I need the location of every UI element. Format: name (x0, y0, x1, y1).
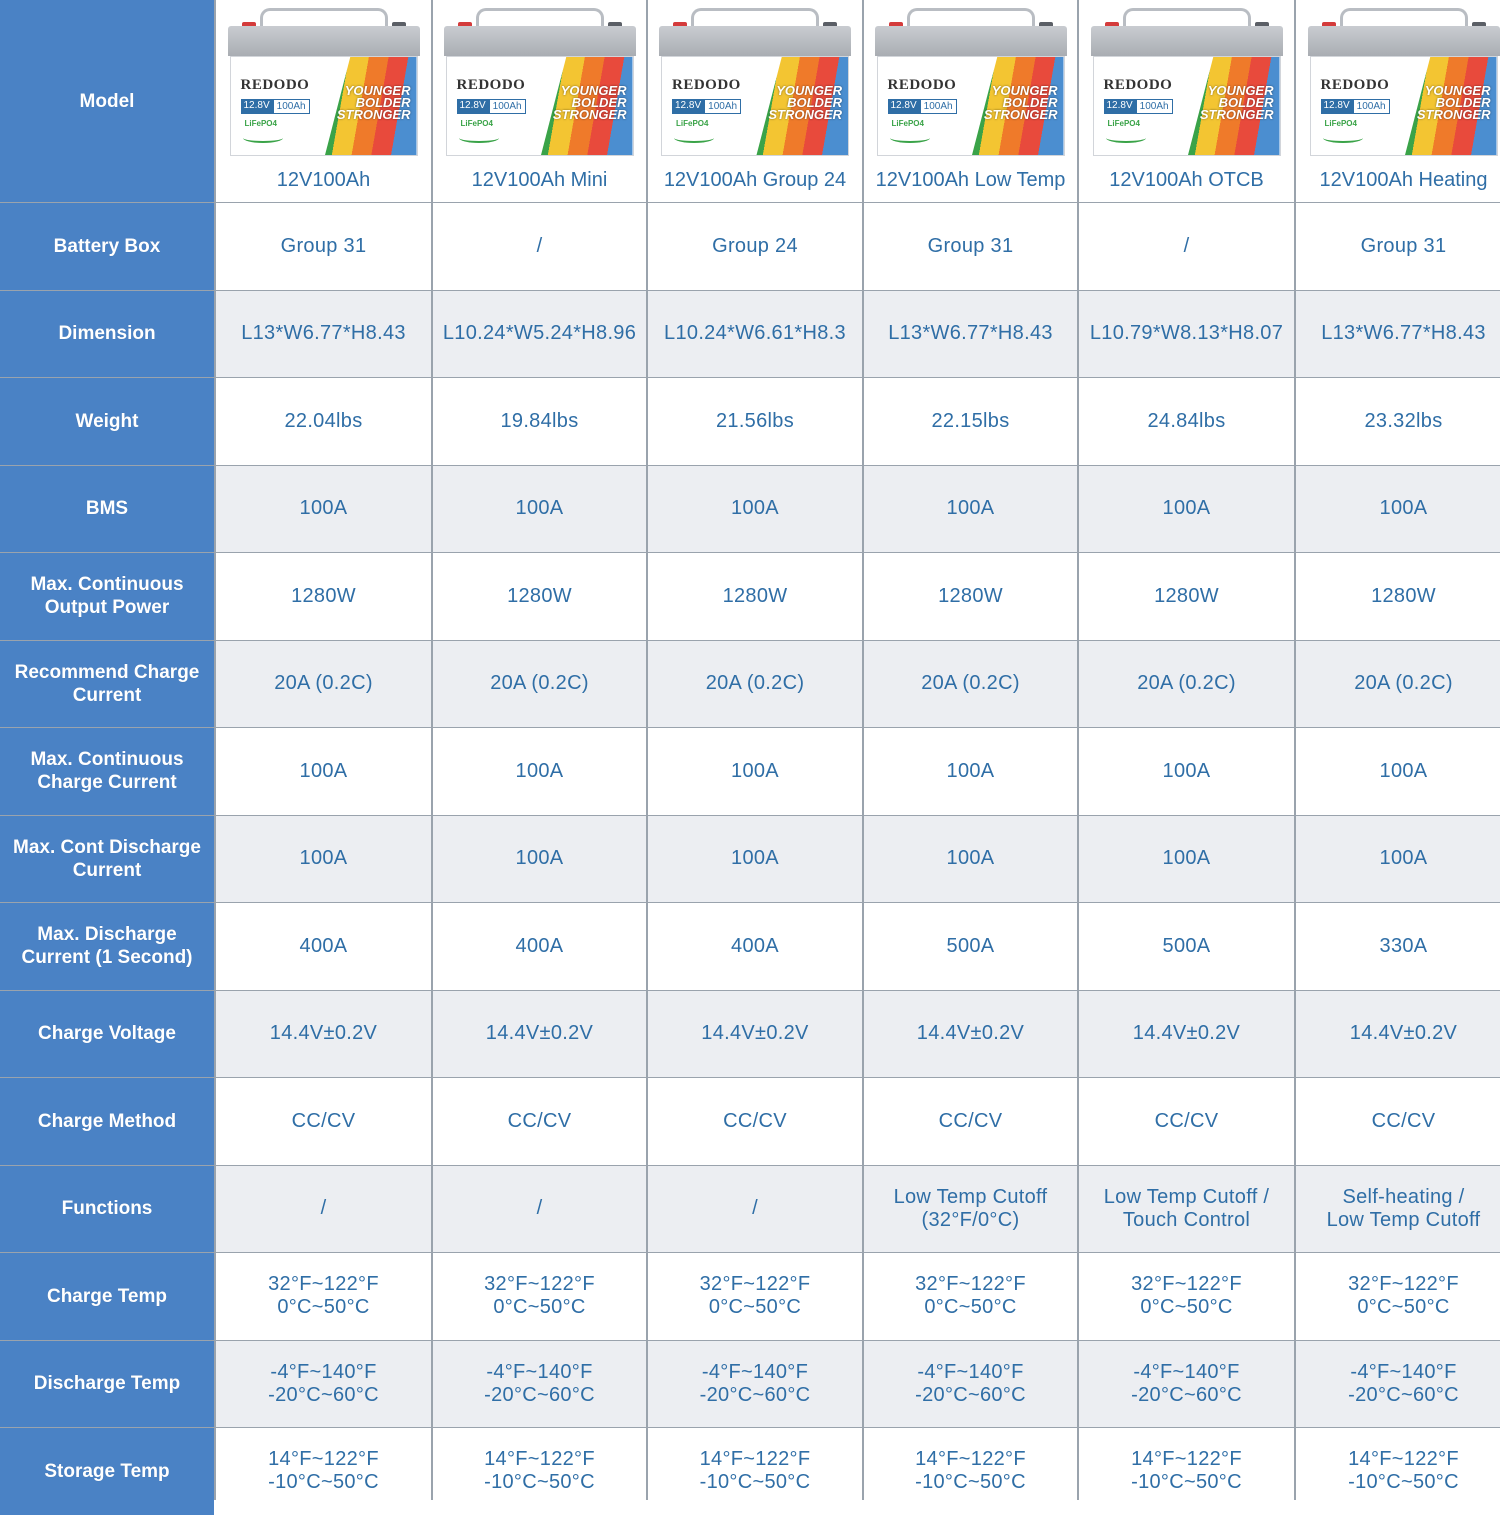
spec-value-cell: 14°F~122°F -10°C~50°C (648, 1428, 862, 1515)
spec-value-cell: / (433, 203, 646, 290)
wave-graphic (1106, 133, 1146, 143)
row-label: BMS (0, 466, 214, 553)
spec-value-cell: 20A (0.2C) (433, 641, 646, 728)
spec-value-cell: -4°F~140°F -20°C~60°C (216, 1341, 431, 1428)
spec-value-cell: 32°F~122°F 0°C~50°C (648, 1253, 862, 1340)
brand-logo: REDODO (456, 77, 526, 93)
battery-label (446, 56, 634, 156)
voltage-tag: 12.8V (1104, 99, 1136, 114)
spec-value-cell: 14.4V±0.2V (648, 991, 862, 1078)
spec-value-cell: 32°F~122°F 0°C~50°C (1079, 1253, 1294, 1340)
model-column-header (648, 0, 862, 202)
spec-value-cell: 14.4V±0.2V (433, 991, 646, 1078)
wave-graphic (890, 133, 930, 143)
spec-value-cell: 100A (216, 728, 431, 815)
slogan-text: YOUNGER BOLDER STRONGER (983, 83, 1058, 122)
capacity-tag: 100Ah (704, 99, 741, 114)
spec-value-cell: 1280W (433, 553, 646, 640)
spec-value-cell: 100A (433, 728, 646, 815)
battery-spec-tags (672, 99, 741, 114)
spec-value-cell: 24.84lbs (1079, 378, 1294, 465)
spec-value-cell: Low Temp Cutoff (32°F/0°C) (864, 1166, 1077, 1253)
row-label: Storage Temp (0, 1428, 214, 1515)
model-name: 12V100Ah Group 24 (663, 169, 847, 191)
spec-value-cell: 100A (1296, 816, 1500, 903)
spec-value-cell: / (1079, 203, 1294, 290)
spec-value-cell: Group 31 (864, 203, 1077, 290)
spec-value-cell: 100A (1296, 466, 1500, 553)
spec-value-cell: 22.15lbs (864, 378, 1077, 465)
row-label: Recommend Charge Current (0, 641, 214, 728)
brand-logo: REDODO (887, 77, 957, 93)
spec-value-cell: 400A (433, 903, 646, 990)
capacity-tag: 100Ah (1136, 99, 1173, 114)
spec-value-cell: 400A (216, 903, 431, 990)
spec-value-cell: L10.79*W8.13*H8.07 (1079, 291, 1294, 378)
model-column-header (216, 0, 431, 202)
battery-product-image (228, 8, 420, 158)
spec-value-cell: CC/CV (433, 1078, 646, 1165)
spec-value-cell: 100A (1079, 466, 1294, 553)
spec-value-cell: 330A (1296, 903, 1500, 990)
spec-value-cell: L10.24*W5.24*H8.96 (433, 291, 646, 378)
spec-value-cell: 100A (864, 728, 1077, 815)
battery-lid (1308, 26, 1500, 56)
battery-spec-tags (1104, 99, 1173, 114)
spec-value-cell: 14.4V±0.2V (864, 991, 1077, 1078)
spec-value-cell: Group 24 (648, 203, 862, 290)
chemistry-tag: LiFePO4 (891, 119, 924, 128)
spec-value-cell: 100A (648, 816, 862, 903)
voltage-tag: 12.8V (457, 99, 489, 114)
brand-logo: REDODO (240, 77, 310, 93)
battery-label (661, 56, 849, 156)
row-label: Max. Cont Discharge Current (0, 816, 214, 903)
spec-value-cell: 100A (648, 466, 862, 553)
capacity-tag: 100Ah (273, 99, 310, 114)
battery-label (877, 56, 1065, 156)
spec-value-cell: 1280W (648, 553, 862, 640)
spec-value-cell: 14.4V±0.2V (1296, 991, 1500, 1078)
model-column-header (1296, 0, 1500, 202)
capacity-tag: 100Ah (489, 99, 526, 114)
model-name: 12V100Ah Low Temp (875, 169, 1066, 191)
brand-logo: REDODO (1320, 77, 1390, 93)
row-label: Max. Continuous Output Power (0, 553, 214, 640)
spec-value-cell: / (433, 1166, 646, 1253)
spec-value-cell: 500A (864, 903, 1077, 990)
spec-value-cell: 100A (1079, 728, 1294, 815)
battery-label (1310, 56, 1498, 156)
voltage-tag: 12.8V (672, 99, 704, 114)
spec-value-cell: 400A (648, 903, 862, 990)
battery-product-image (1308, 8, 1500, 158)
slogan-text: YOUNGER BOLDER STRONGER (768, 83, 842, 122)
spec-value-cell: -4°F~140°F -20°C~60°C (433, 1341, 646, 1428)
spec-value-cell: 100A (864, 816, 1077, 903)
spec-value-cell: 32°F~122°F 0°C~50°C (864, 1253, 1077, 1340)
battery-product-image (875, 8, 1067, 158)
spec-value-cell: L13*W6.77*H8.43 (216, 291, 431, 378)
spec-value-cell: 1280W (216, 553, 431, 640)
model-name: 12V100Ah Mini (471, 169, 608, 191)
battery-lid (875, 26, 1067, 56)
spec-value-cell: 20A (0.2C) (1079, 641, 1294, 728)
row-label: Weight (0, 378, 214, 465)
spec-value-cell: 100A (216, 816, 431, 903)
spec-value-cell: 100A (216, 466, 431, 553)
spec-value-cell: 100A (648, 728, 862, 815)
voltage-tag: 12.8V (888, 99, 920, 114)
spec-value-cell: 14.4V±0.2V (1079, 991, 1294, 1078)
spec-value-cell: 19.84lbs (433, 378, 646, 465)
model-column-header (433, 0, 646, 202)
battery-spec-tags (241, 99, 310, 114)
spec-value-cell: 100A (433, 466, 646, 553)
battery-spec-tags (888, 99, 957, 114)
voltage-tag: 12.8V (241, 99, 273, 114)
spec-value-cell: 14°F~122°F -10°C~50°C (1296, 1428, 1500, 1515)
spec-value-cell: CC/CV (864, 1078, 1077, 1165)
spec-value-cell: 14°F~122°F -10°C~50°C (1079, 1428, 1294, 1515)
battery-product-image (1091, 8, 1283, 158)
spec-value-cell: -4°F~140°F -20°C~60°C (1296, 1341, 1500, 1428)
spec-value-cell: Group 31 (216, 203, 431, 290)
slogan-text: YOUNGER BOLDER STRONGER (1416, 83, 1491, 122)
model-column-header (1079, 0, 1294, 202)
battery-product-image (444, 8, 636, 158)
row-label: Discharge Temp (0, 1341, 214, 1428)
battery-lid (659, 26, 851, 56)
chemistry-tag: LiFePO4 (676, 119, 709, 128)
spec-value-cell: 14.4V±0.2V (216, 991, 431, 1078)
spec-value-cell: L10.24*W6.61*H8.3 (648, 291, 862, 378)
row-label: Battery Box (0, 203, 214, 290)
battery-label (230, 56, 418, 156)
spec-value-cell: 22.04lbs (216, 378, 431, 465)
voltage-tag: 12.8V (1321, 99, 1353, 114)
wave-graphic (674, 133, 714, 143)
spec-value-cell: 100A (1079, 816, 1294, 903)
model-column-header (864, 0, 1077, 202)
spec-value-cell: 1280W (1079, 553, 1294, 640)
spec-value-cell: 20A (0.2C) (216, 641, 431, 728)
spec-value-cell: 23.32lbs (1296, 378, 1500, 465)
row-label: Max. Discharge Current (1 Second) (0, 903, 214, 990)
row-label: Charge Temp (0, 1253, 214, 1340)
spec-value-cell: 500A (1079, 903, 1294, 990)
battery-product-image (659, 8, 851, 158)
spec-value-cell: 1280W (1296, 553, 1500, 640)
chemistry-tag: LiFePO4 (1324, 119, 1357, 128)
spec-value-cell: Low Temp Cutoff / Touch Control (1079, 1166, 1294, 1253)
spec-value-cell: 32°F~122°F 0°C~50°C (433, 1253, 646, 1340)
spec-value-cell: / (648, 1166, 862, 1253)
row-label: Dimension (0, 291, 214, 378)
battery-lid (228, 26, 420, 56)
spec-value-cell: 32°F~122°F 0°C~50°C (1296, 1253, 1500, 1340)
spec-value-cell: 14°F~122°F -10°C~50°C (216, 1428, 431, 1515)
spec-value-cell: L13*W6.77*H8.43 (864, 291, 1077, 378)
spec-value-cell: -4°F~140°F -20°C~60°C (864, 1341, 1077, 1428)
spec-value-cell: 14°F~122°F -10°C~50°C (433, 1428, 646, 1515)
spec-value-cell: -4°F~140°F -20°C~60°C (1079, 1341, 1294, 1428)
spec-value-cell: 14°F~122°F -10°C~50°C (864, 1428, 1077, 1515)
row-label: Charge Voltage (0, 991, 214, 1078)
model-name: 12V100Ah Heating (1319, 169, 1488, 191)
row-label-model: Model (0, 0, 214, 202)
model-name: 12V100Ah OTCB (1109, 169, 1264, 191)
spec-value-cell: Group 31 (1296, 203, 1500, 290)
battery-spec-tags (1321, 99, 1390, 114)
capacity-tag: 100Ah (1353, 99, 1390, 114)
spec-value-cell: Self-heating / Low Temp Cutoff (1296, 1166, 1500, 1253)
spec-value-cell: 20A (0.2C) (864, 641, 1077, 728)
battery-lid (1091, 26, 1283, 56)
battery-spec-tags (457, 99, 526, 114)
capacity-tag: 100Ah (920, 99, 957, 114)
battery-lid (444, 26, 636, 56)
wave-graphic (1323, 133, 1363, 143)
spec-value-cell: 100A (1296, 728, 1500, 815)
row-label: Functions (0, 1166, 214, 1253)
spec-value-cell: / (216, 1166, 431, 1253)
model-name: 12V100Ah (276, 169, 371, 191)
chemistry-tag: LiFePO4 (244, 119, 277, 128)
slogan-text: YOUNGER BOLDER STRONGER (552, 83, 627, 122)
chemistry-tag: LiFePO4 (1107, 119, 1140, 128)
spec-value-cell: 21.56lbs (648, 378, 862, 465)
spec-value-cell: 32°F~122°F 0°C~50°C (216, 1253, 431, 1340)
battery-label (1093, 56, 1281, 156)
spec-value-cell: L13*W6.77*H8.43 (1296, 291, 1500, 378)
wave-graphic (459, 133, 499, 143)
spec-value-cell: 100A (864, 466, 1077, 553)
row-label: Charge Method (0, 1078, 214, 1165)
spec-value-cell: CC/CV (216, 1078, 431, 1165)
wave-graphic (243, 133, 283, 143)
spec-value-cell: CC/CV (1296, 1078, 1500, 1165)
row-label: Max. Continuous Charge Current (0, 728, 214, 815)
spec-value-cell: 100A (433, 816, 646, 903)
slogan-text: YOUNGER BOLDER STRONGER (336, 83, 411, 122)
spec-value-cell: CC/CV (1079, 1078, 1294, 1165)
chemistry-tag: LiFePO4 (460, 119, 493, 128)
spec-value-cell: 20A (0.2C) (648, 641, 862, 728)
spec-value-cell: 20A (0.2C) (1296, 641, 1500, 728)
spec-value-cell: 1280W (864, 553, 1077, 640)
brand-logo: REDODO (672, 77, 741, 93)
slogan-text: YOUNGER BOLDER STRONGER (1199, 83, 1274, 122)
spec-value-cell: -4°F~140°F -20°C~60°C (648, 1341, 862, 1428)
spec-value-cell: CC/CV (648, 1078, 862, 1165)
brand-logo: REDODO (1103, 77, 1173, 93)
